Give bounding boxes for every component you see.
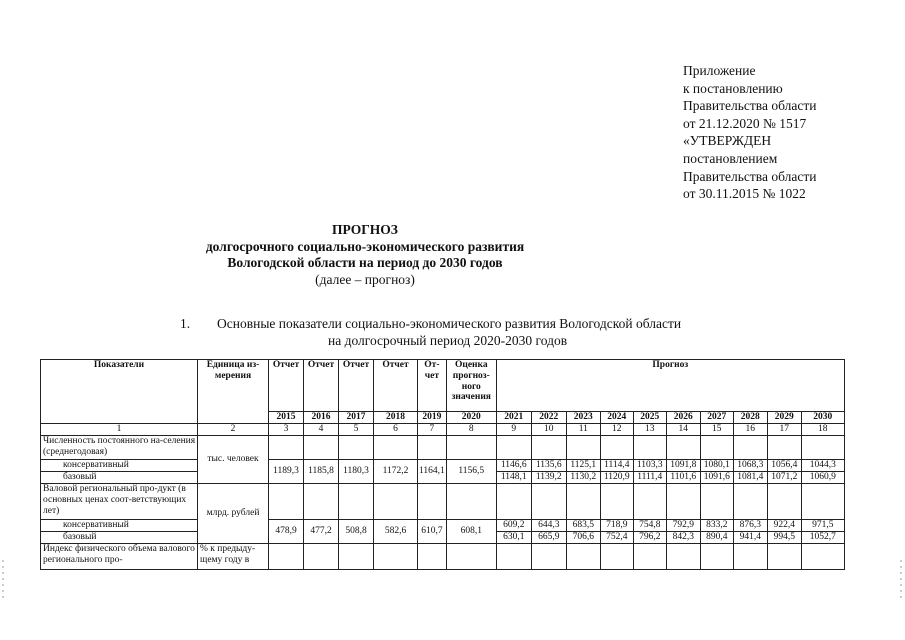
header-estimate: Оценка прогноз-ного значения (446, 360, 496, 412)
appendix-line: от 21.12.2020 № 1517 (683, 115, 807, 131)
empty-cell (269, 436, 304, 460)
forecast-value: 833,2 (700, 520, 733, 532)
empty-cell (801, 484, 844, 520)
year-cell: 2027 (700, 412, 733, 424)
year-cell: 2030 (801, 412, 844, 424)
title-line-2: Вологодской области на период до 2030 годов (227, 255, 503, 270)
history-value: 608,1 (446, 520, 496, 544)
header-indicators: Показатели (41, 360, 198, 424)
col-number: 3 (269, 424, 304, 436)
empty-cell (633, 544, 666, 570)
col-number: 17 (767, 424, 801, 436)
header-forecast: Прогноз (496, 360, 844, 412)
forecast-value: 706,6 (566, 532, 600, 544)
empty-cell (446, 484, 496, 520)
header-report: Отчет (374, 360, 418, 412)
forecast-value: 876,3 (733, 520, 767, 532)
empty-cell (418, 436, 447, 460)
forecast-value: 1091,8 (666, 460, 700, 472)
year-cell: 2022 (531, 412, 566, 424)
table-row (41, 436, 845, 460)
empty-cell (418, 544, 447, 570)
forecast-value: 1125,1 (566, 460, 600, 472)
forecast-value: 922,4 (767, 520, 801, 532)
empty-cell (496, 484, 531, 520)
forecast-value: 1071,2 (767, 472, 801, 484)
scenario-label: базовый (41, 472, 198, 484)
history-value: 478,9 (269, 520, 304, 544)
year-cell: 2029 (767, 412, 801, 424)
empty-cell (531, 544, 566, 570)
forecast-value: 1056,4 (767, 460, 801, 472)
forecast-value: 754,8 (633, 520, 666, 532)
forecast-value: 1114,4 (600, 460, 633, 472)
history-value: 1180,3 (339, 460, 374, 484)
scenario-label: консервативный (41, 520, 198, 532)
empty-cell (666, 436, 700, 460)
indicator-unit: % к предыду-щему году в (198, 544, 269, 570)
appendix-block (683, 62, 816, 203)
empty-cell (767, 436, 801, 460)
year-cell: 2025 (633, 412, 666, 424)
col-number: 14 (666, 424, 700, 436)
table-header-row (41, 360, 845, 412)
forecast-value: 1091,6 (700, 472, 733, 484)
empty-cell (446, 436, 496, 460)
forecast-value: 1044,3 (801, 460, 844, 472)
year-cell: 2024 (600, 412, 633, 424)
empty-cell (767, 544, 801, 570)
title-heading: ПРОГНОЗ (332, 222, 398, 237)
forecast-value: 1130,2 (566, 472, 600, 484)
indicator-name: Валовой региональный про-дукт (в основных ценах соот-ветствующих лет) (41, 484, 198, 520)
forecast-value: 1146,6 (496, 460, 531, 472)
empty-cell (801, 436, 844, 460)
history-value: 477,2 (304, 520, 339, 544)
appendix-line: Правительства области (683, 98, 817, 114)
col-number: 11 (566, 424, 600, 436)
empty-cell (733, 484, 767, 520)
forecast-value: 994,5 (767, 532, 801, 544)
history-value: 1185,8 (304, 460, 339, 484)
empty-cell (633, 436, 666, 460)
history-value: 1172,2 (374, 460, 418, 484)
forecast-value: 1111,4 (633, 472, 666, 484)
empty-cell (600, 484, 633, 520)
empty-cell (531, 436, 566, 460)
empty-cell (269, 544, 304, 570)
empty-cell (733, 436, 767, 460)
section-title-line-1: Основные показатели социально-экономического развития Вологодской области (217, 316, 682, 331)
section-title-line-2: на долгосрочный период 2020-2030 годов (328, 333, 568, 348)
scenario-label: базовый (41, 532, 198, 544)
year-cell: 2020 (446, 412, 496, 424)
forecast-value: 1139,2 (531, 472, 566, 484)
year-cell: 2019 (418, 412, 447, 424)
document-title (150, 222, 580, 288)
empty-cell (600, 544, 633, 570)
appendix-line: от 30.11.2015 № 1022 (683, 186, 806, 202)
empty-cell (496, 436, 531, 460)
year-cell: 2026 (666, 412, 700, 424)
appendix-line: Правительства области (683, 168, 817, 184)
history-value: 610,7 (418, 520, 447, 544)
table-row (41, 520, 845, 532)
header-report-short: От-чет (418, 360, 447, 412)
appendix-line: к постановлению (683, 80, 783, 96)
empty-cell (801, 544, 844, 570)
year-cell: 2028 (733, 412, 767, 424)
empty-cell (374, 544, 418, 570)
forecast-value: 1081,4 (733, 472, 767, 484)
empty-cell (633, 484, 666, 520)
empty-cell (566, 484, 600, 520)
table-row (41, 460, 845, 472)
col-number: 15 (700, 424, 733, 436)
forecast-value: 1080,1 (700, 460, 733, 472)
col-number: 7 (418, 424, 447, 436)
empty-cell (666, 544, 700, 570)
header-report: Отчет (304, 360, 339, 412)
year-cell: 2023 (566, 412, 600, 424)
forecast-value: 792,9 (666, 520, 700, 532)
empty-cell (374, 436, 418, 460)
indicators-table (40, 359, 845, 570)
forecast-value: 683,5 (566, 520, 600, 532)
year-cell: 2018 (374, 412, 418, 424)
table-colnum-row (41, 424, 845, 436)
forecast-value: 752,4 (600, 532, 633, 544)
appendix-line: постановлением (683, 150, 778, 166)
year-cell: 2017 (339, 412, 374, 424)
forecast-value: 796,2 (633, 532, 666, 544)
appendix-line: Приложение (683, 63, 756, 78)
history-value: 582,6 (374, 520, 418, 544)
empty-cell (700, 484, 733, 520)
forecast-value: 1120,9 (600, 472, 633, 484)
empty-cell (733, 544, 767, 570)
history-value: 1164,1 (418, 460, 447, 484)
empty-cell (374, 484, 418, 520)
col-number: 2 (198, 424, 269, 436)
forecast-value: 1135,6 (531, 460, 566, 472)
scan-margin-marks (900, 560, 902, 600)
col-number: 1 (41, 424, 198, 436)
forecast-value: 971,5 (801, 520, 844, 532)
empty-cell (767, 484, 801, 520)
empty-cell (304, 544, 339, 570)
indicator-name: Численность постоянного на-селения (среднегодовая) (41, 436, 198, 460)
forecast-value: 1060,9 (801, 472, 844, 484)
forecast-value: 1103,3 (633, 460, 666, 472)
indicator-name: Индекс физического объема валового регионального про- (41, 544, 198, 570)
col-number: 13 (633, 424, 666, 436)
history-value: 508,8 (339, 520, 374, 544)
empty-cell (496, 544, 531, 570)
header-unit: Единица из-мерения (198, 360, 269, 424)
indicator-unit: млрд. рублей (198, 484, 269, 544)
forecast-value: 941,4 (733, 532, 767, 544)
title-line-3: (далее – прогноз) (315, 271, 415, 287)
empty-cell (446, 544, 496, 570)
year-cell: 2016 (304, 412, 339, 424)
forecast-value: 890,4 (700, 532, 733, 544)
empty-cell (600, 436, 633, 460)
section-number: 1. (180, 316, 191, 331)
empty-cell (304, 436, 339, 460)
empty-cell (339, 484, 374, 520)
col-number: 4 (304, 424, 339, 436)
forecast-value: 665,9 (531, 532, 566, 544)
year-cell: 2015 (269, 412, 304, 424)
indicator-unit: тыс. человек (198, 436, 269, 484)
col-number: 5 (339, 424, 374, 436)
appendix-line: «УТВЕРЖДЕН (683, 133, 772, 149)
header-report: Отчет (339, 360, 374, 412)
col-number: 18 (801, 424, 844, 436)
table-row (41, 484, 845, 520)
empty-cell (339, 436, 374, 460)
empty-cell (700, 436, 733, 460)
forecast-value: 1052,7 (801, 532, 844, 544)
empty-cell (339, 544, 374, 570)
col-number: 10 (531, 424, 566, 436)
scenario-label: консервативный (41, 460, 198, 472)
forecast-value: 1068,3 (733, 460, 767, 472)
empty-cell (700, 544, 733, 570)
empty-cell (666, 484, 700, 520)
empty-cell (566, 544, 600, 570)
forecast-value: 1101,6 (666, 472, 700, 484)
empty-cell (304, 484, 339, 520)
year-cell: 2021 (496, 412, 531, 424)
table-row (41, 544, 845, 570)
forecast-value: 842,3 (666, 532, 700, 544)
col-number: 9 (496, 424, 531, 436)
forecast-value: 644,3 (531, 520, 566, 532)
col-number: 12 (600, 424, 633, 436)
header-report: Отчет (269, 360, 304, 412)
forecast-value: 609,2 (496, 520, 531, 532)
empty-cell (531, 484, 566, 520)
empty-cell (269, 484, 304, 520)
col-number: 6 (374, 424, 418, 436)
title-line-1: долгосрочного социально-экономического развития (205, 238, 525, 254)
forecast-value: 1148,1 (496, 472, 531, 484)
forecast-value: 718,9 (600, 520, 633, 532)
empty-cell (418, 484, 447, 520)
forecast-value: 630,1 (496, 532, 531, 544)
history-value: 1189,3 (269, 460, 304, 484)
scan-margin-marks (2, 560, 4, 600)
history-value: 1156,5 (446, 460, 496, 484)
col-number: 16 (733, 424, 767, 436)
col-number: 8 (446, 424, 496, 436)
empty-cell (566, 436, 600, 460)
